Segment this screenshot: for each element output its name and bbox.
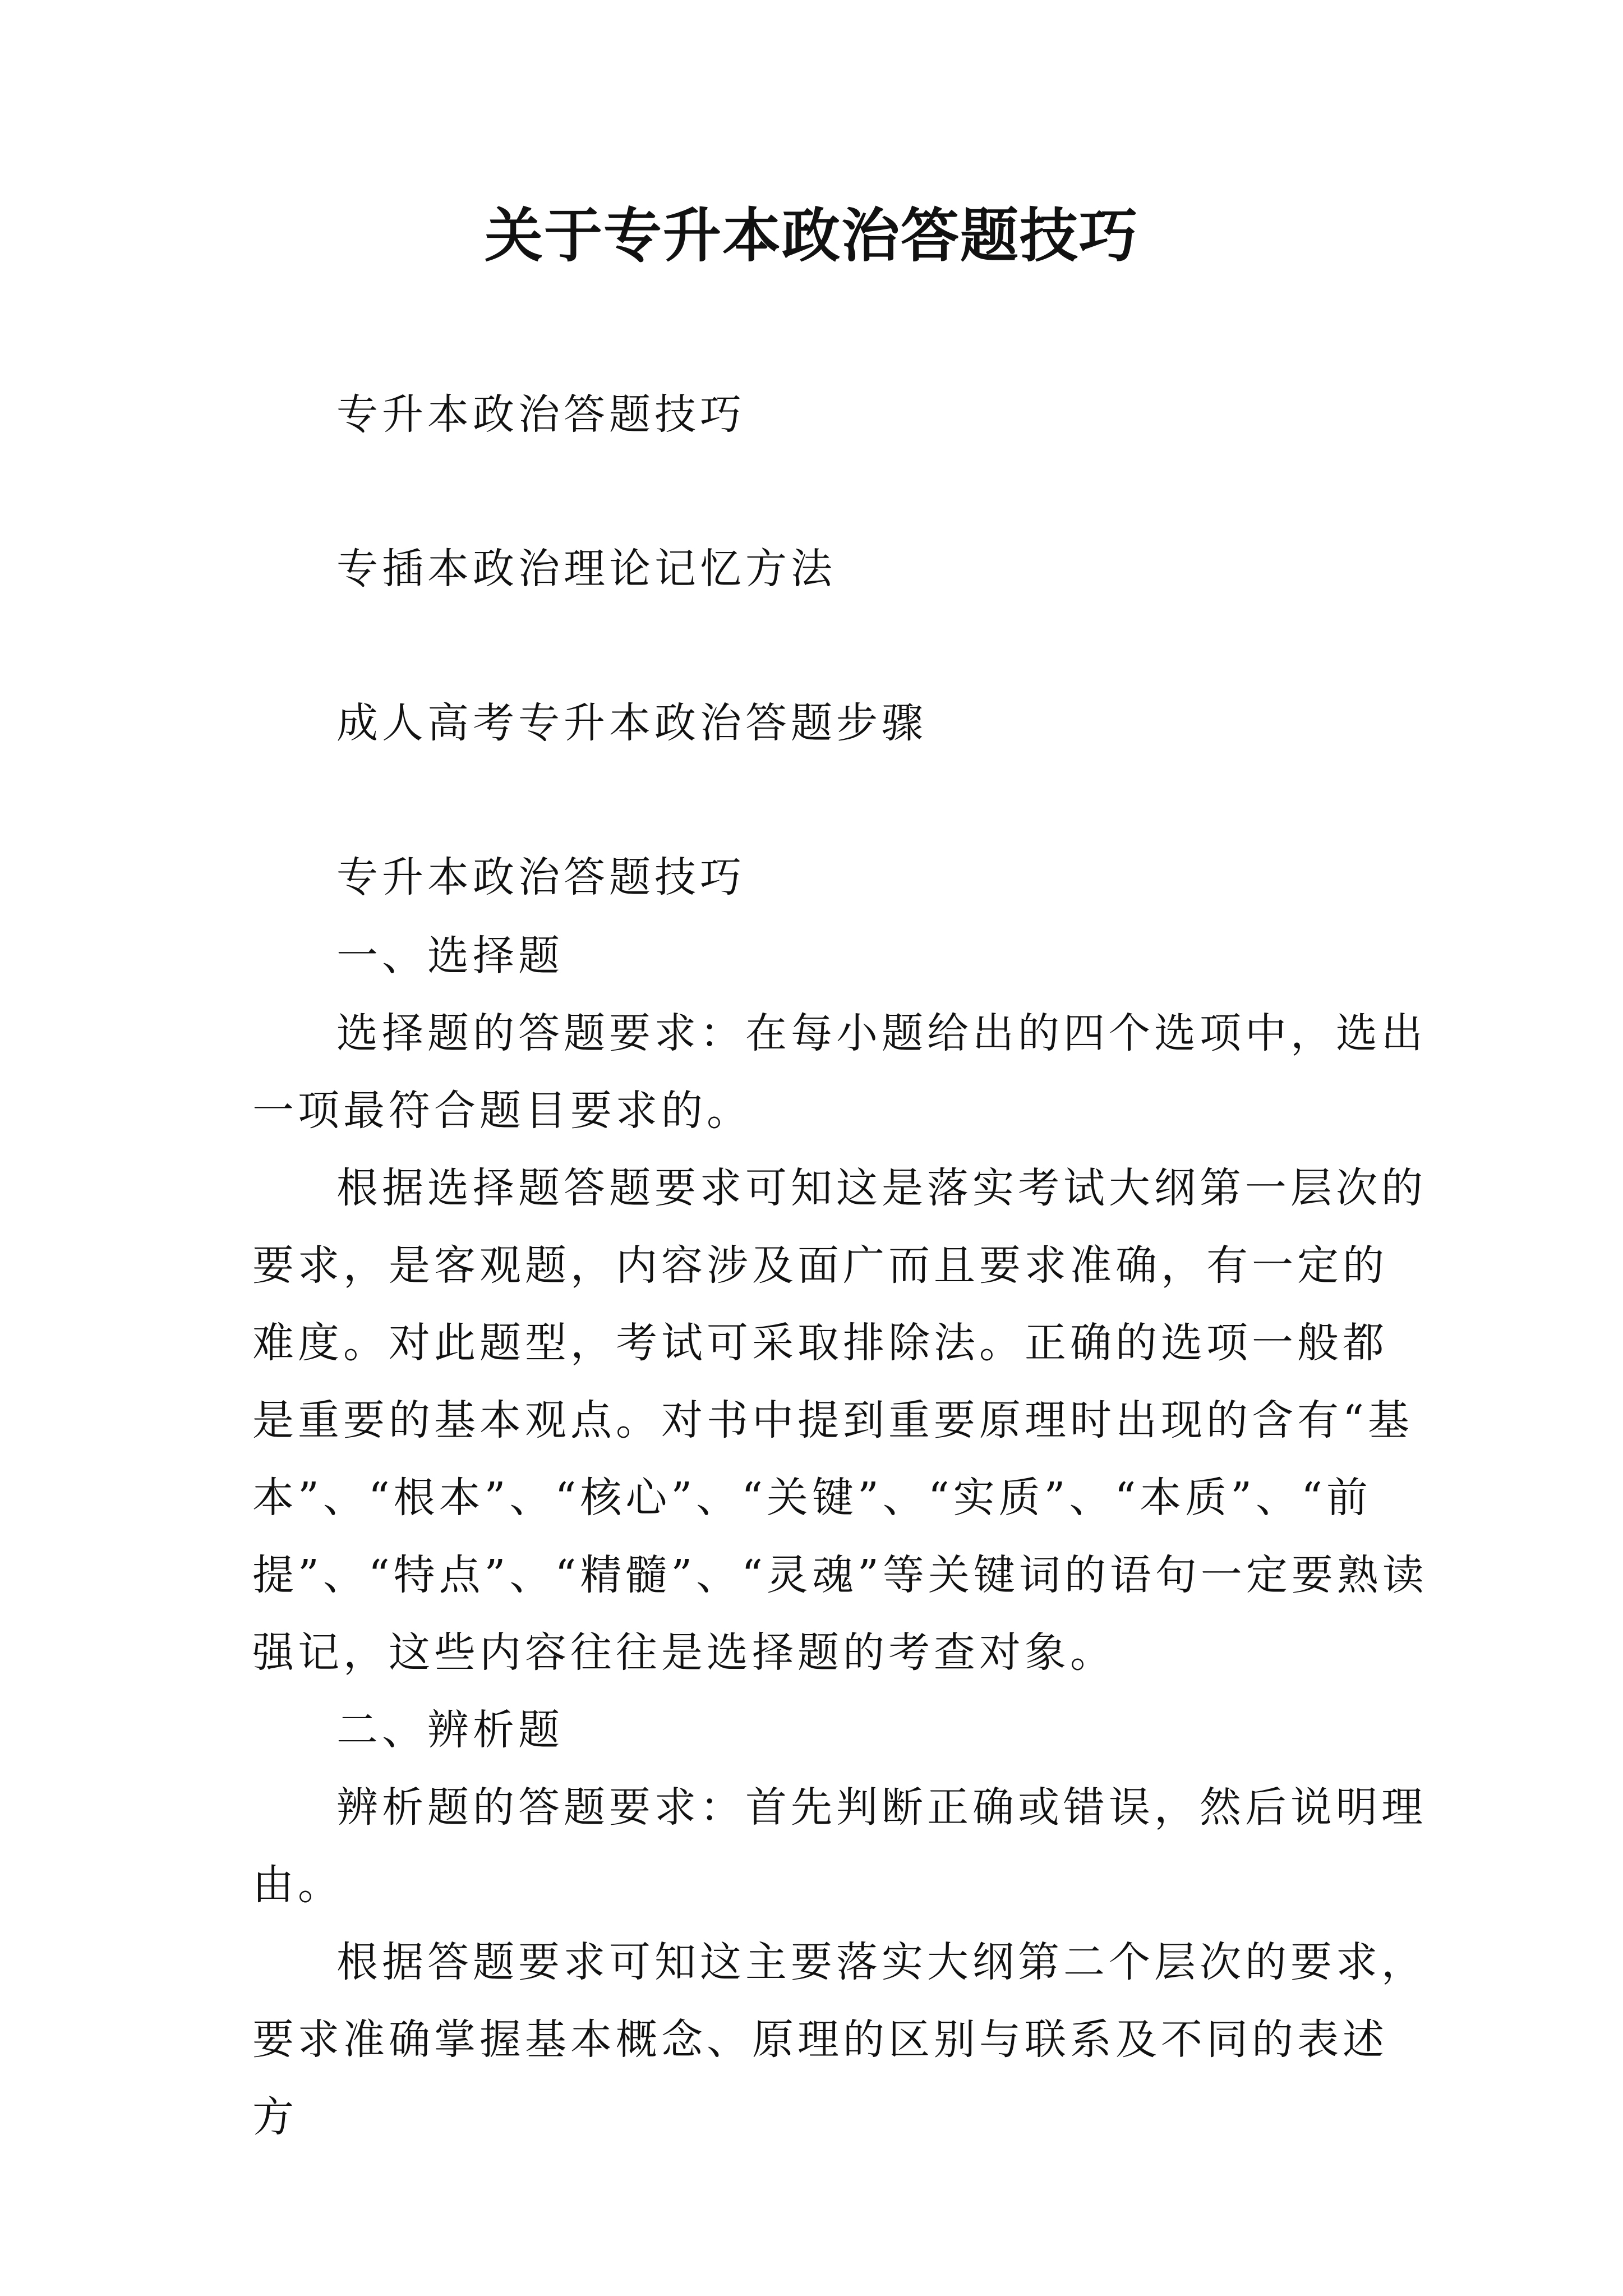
paragraph-analysis-explanation: 根据答题要求可知这主要落实大纲第二个层次的要求，要求准确掌握基本概念、原理的区别与联系及不同的表述方 [252, 1938, 1427, 2141]
paragraph-choice-analysis: 根据选择题答题要求可知这是落实考试大纲第一层次的要求，是客观题，内容涉及面广而且要求准确，有一定的难度。对此题型，考试可采取排除法。正确的选项一般都是重要的基本观点。对书中提到重要原理时出现的含有“基本”、“根本”、“核心”、“关键”、“实质”、“本质”、“前提”、“特点”、“精髓”、“灵魂”等关键词的语句一定要熟读强记，这些内容往往是选择题的考查对象。 [252, 1164, 1428, 1677]
toc-item-1: 专升本政治答题技巧 [336, 390, 745, 439]
document-body [252, 376, 1430, 2156]
paragraph-analysis-requirement: 辨析题的答题要求：首先判断正确或错误，然后说明理由。 [252, 1783, 1427, 1909]
paragraph-choice-requirement: 选择题的答题要求：在每小题给出的四个选项中，选出一项最符合题目要求的。 [252, 1009, 1427, 1135]
toc-item-2: 专插本政治理论记忆方法 [336, 545, 836, 593]
document-title: 关于专升本政治答题技巧 [484, 201, 1138, 270]
section-title: 专升本政治答题技巧 [336, 853, 745, 901]
toc-item-3: 成人高考专升本政治答题步骤 [336, 699, 927, 747]
heading-analysis-questions: 二、辨析题 [336, 1706, 564, 1754]
heading-choice-questions: 一、选择题 [336, 932, 564, 980]
